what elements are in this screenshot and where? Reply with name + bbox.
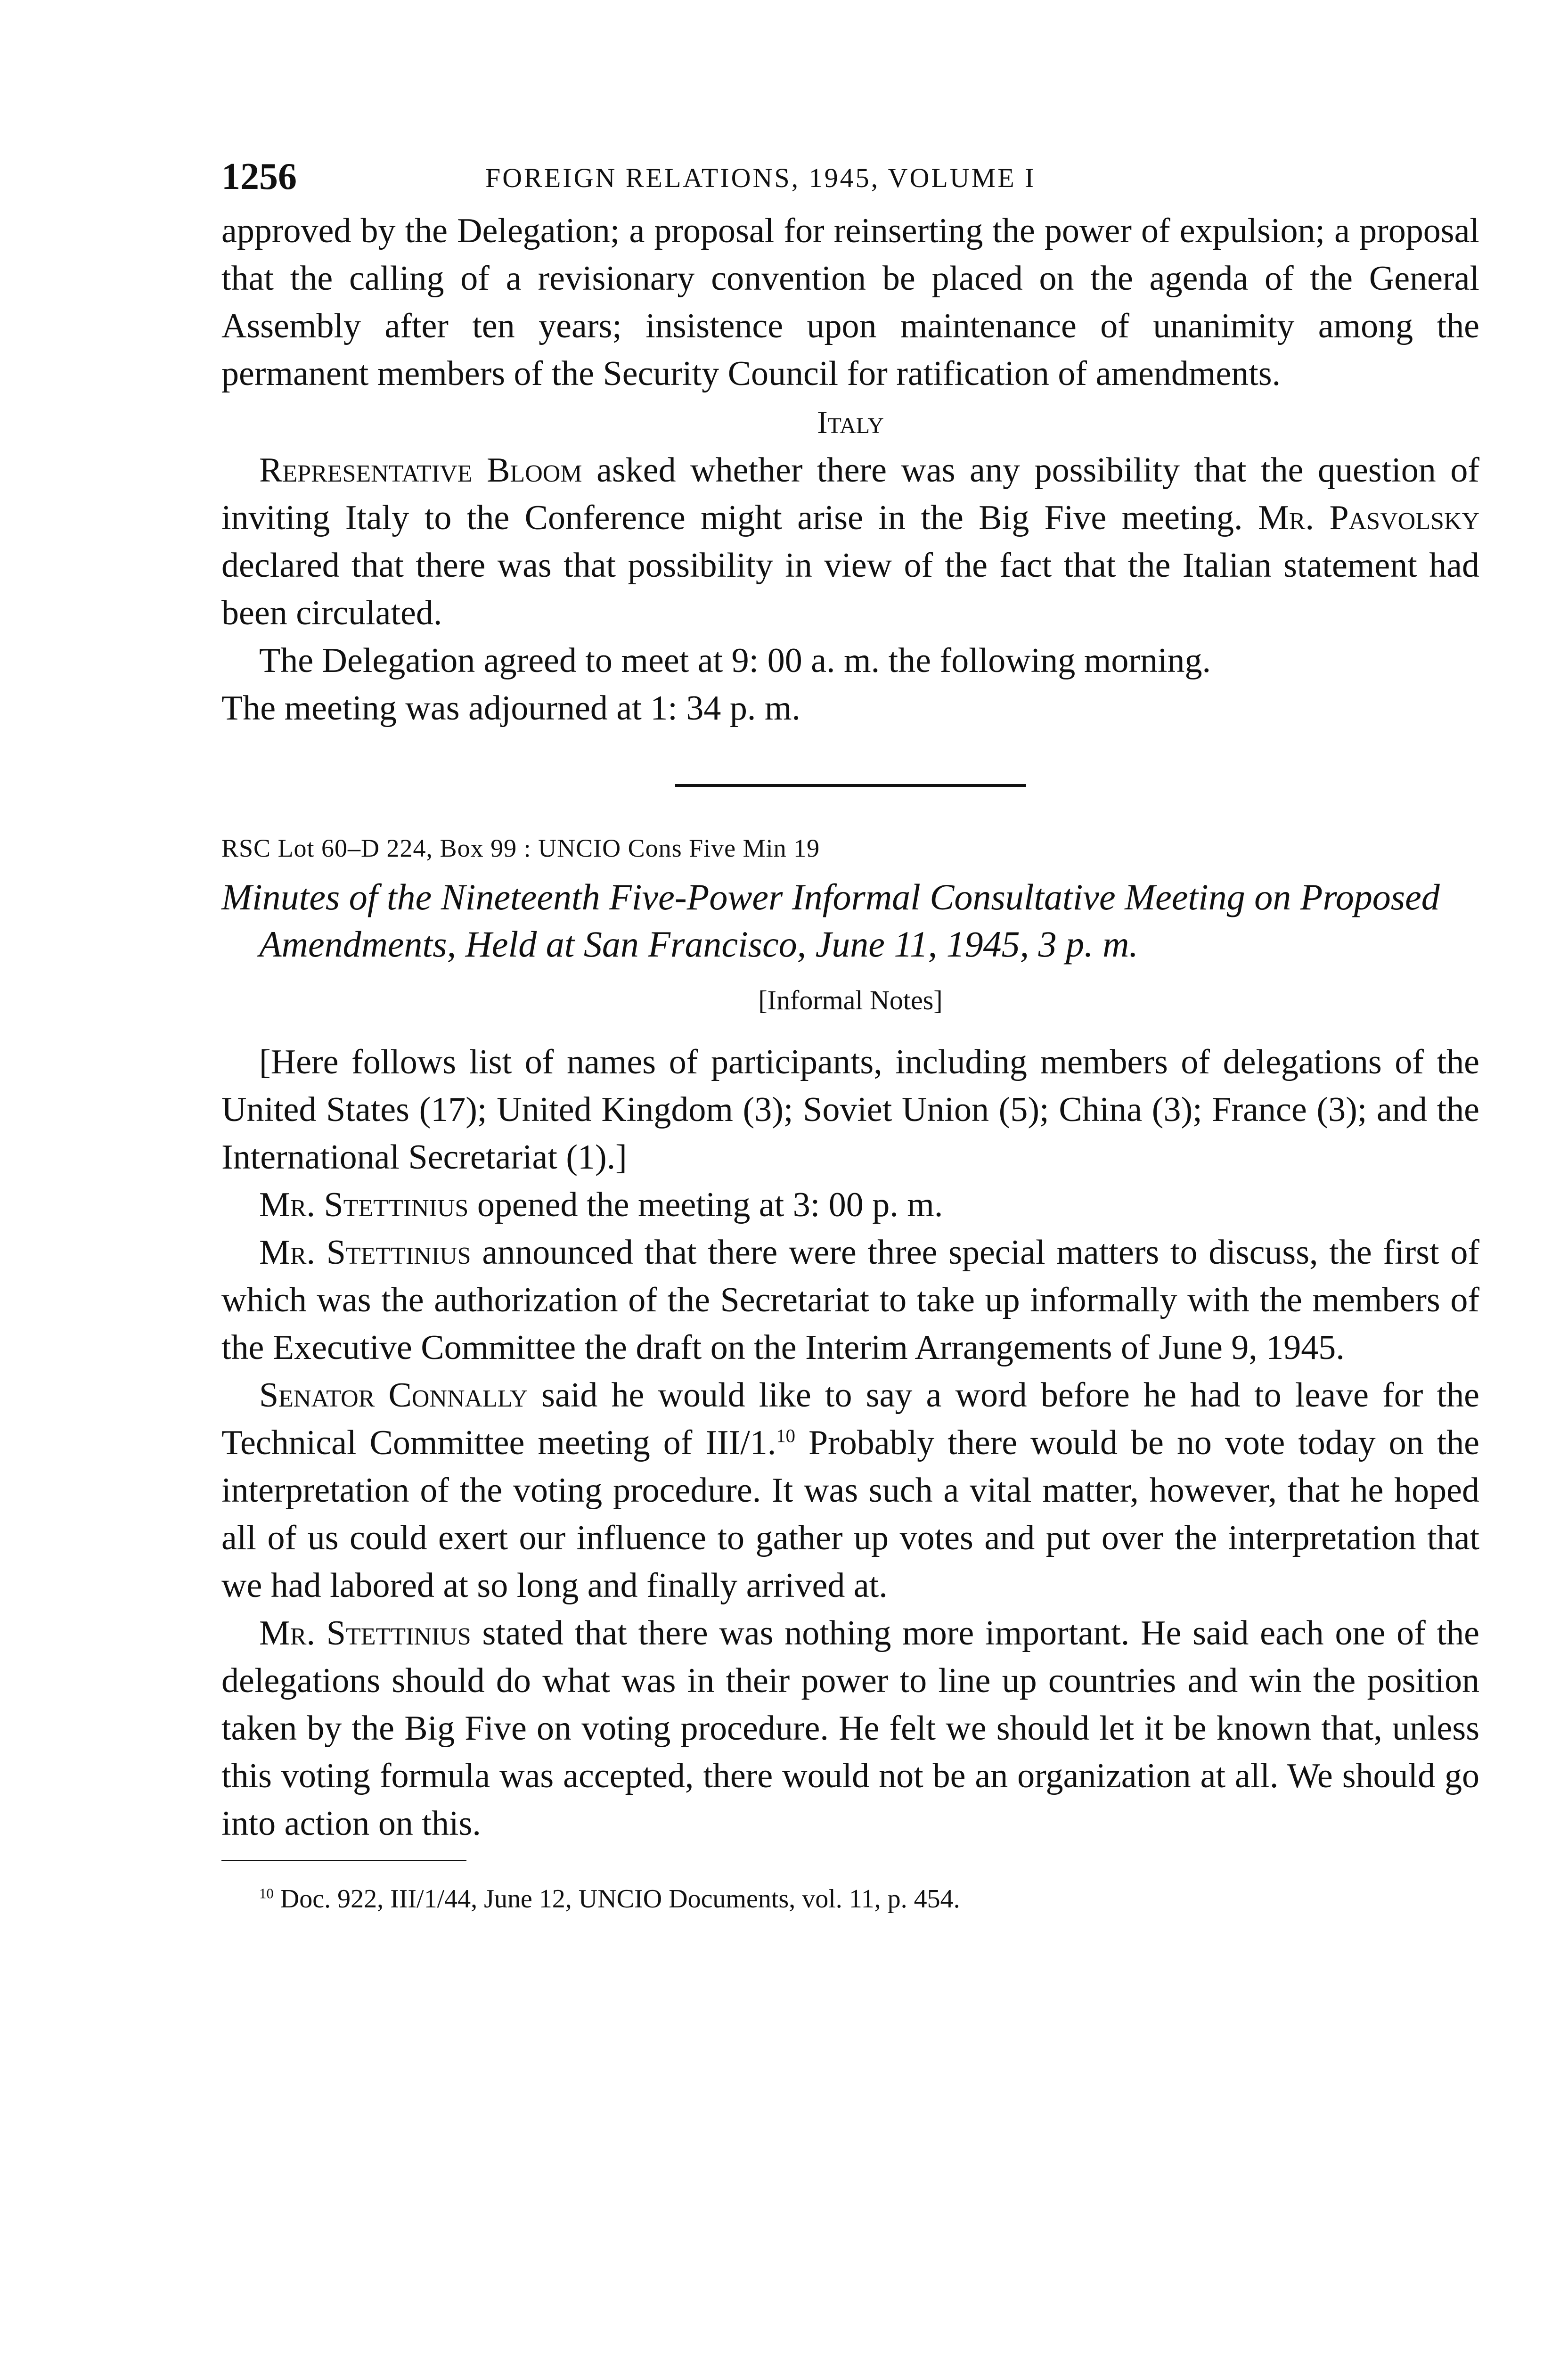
participants-paragraph: [Here follows list of names of participants, including members of delegations of the United States (17); United Kingdom (3); Soviet Union (5); China (3); France (3); and the International Secretariat (1).] <box>221 1043 1479 1177</box>
document-source: RSC Lot 60–D 224, Box 99 : UNCIO Cons Five Min 19 <box>221 834 820 862</box>
italy-paragraph-bloom <box>221 447 1479 637</box>
paragraph-text: Probably there would be no vote today on the interpretation of the voting procedure. It was such a vital matter, however, that he hoped all of us could exert our influence to gather up votes and put over the interpretation that we had labored at so long and finally arrived at. <box>221 1423 1479 1605</box>
speaker-name: Representative Bloom <box>259 451 582 490</box>
page-number: 1256 <box>221 156 297 197</box>
notes-label: [Informal Notes] <box>758 985 943 1015</box>
speaker-name: Mr. Stettinius <box>259 1186 469 1224</box>
paragraph-text: opened the meeting at 3: 00 p. m. <box>468 1186 943 1224</box>
paragraph-text: declared that there was that possibility in view of the fact that the Italian statement had been circulated. <box>221 546 1479 632</box>
footnote-text: Doc. 922, III/1/44, June 12, UNCIO Documents, vol. 11, p. 454. <box>273 1884 960 1914</box>
italy-paragraph-adjourned: The meeting was adjourned at 1: 34 p. m. <box>221 689 800 728</box>
document-page <box>221 155 1479 1918</box>
footnote-number: 10 <box>259 1885 274 1902</box>
speaker-name: Mr. Stettinius <box>259 1614 471 1652</box>
paragraph-connally <box>221 1372 1479 1610</box>
paragraph-text: said he would like to say a word before he had to leave for the Technical Committee meeting of III/1. <box>221 1376 1480 1462</box>
footnote <box>221 1880 1479 1918</box>
paragraph-text: stated that there was nothing more important. He said each one of the delegations should do what was in their power to line up countries and win the position taken by the Big Five on voting procedure. He felt we should let it be known that, unless this voting formula was accepted, there would not be an organization at all. We should go into action on this. <box>221 1614 1479 1843</box>
footnote-reference: 10 <box>776 1425 795 1447</box>
section-heading-italy: Italy <box>817 404 884 440</box>
paragraph-text: asked whether there was any possibility that the question of inviting Italy to the Conference might arise in the Big Five meeting. <box>221 451 1479 537</box>
footnote-divider <box>221 1860 466 1861</box>
paragraph-opening <box>221 1181 1479 1229</box>
speaker-name: Mr. Stettinius <box>259 1233 471 1272</box>
running-title: FOREIGN RELATIONS, 1945, VOLUME I <box>485 163 1036 193</box>
speaker-name: Mr. Pasvolsky <box>1258 499 1479 537</box>
document-title: Minutes of the Nineteenth Five-Power Informal Consultative Meeting on Proposed Amendments, Held at San Francisco, June 11, 1945, 3 p. m. <box>221 876 1440 965</box>
paragraph-text: announced that there were three special matters to discuss, the first of which was the authorization of the Secretariat to take up informally with the members of the Executive Committee the draft on the Interim Arrangements of June 9, 1945. <box>221 1233 1480 1367</box>
carryover-paragraph: approved by the Delegation; a proposal for reinserting the power of expulsion; a proposal that the calling of a revisionary convention be placed on the agenda of the General Assembly after ten years; insistence upon maintenance of unanimity among the permanent members of the Security Council for ratification of amendments. <box>221 212 1479 393</box>
paragraph-stettinius-voting <box>221 1610 1479 1848</box>
speaker-name: Senator Connally <box>259 1376 528 1415</box>
italy-paragraph-agreement: The Delegation agreed to meet at 9: 00 a. m. the following morning. <box>259 641 1211 680</box>
page-header <box>221 155 1479 207</box>
section-divider <box>675 784 1026 787</box>
paragraph-announcement <box>221 1229 1479 1372</box>
